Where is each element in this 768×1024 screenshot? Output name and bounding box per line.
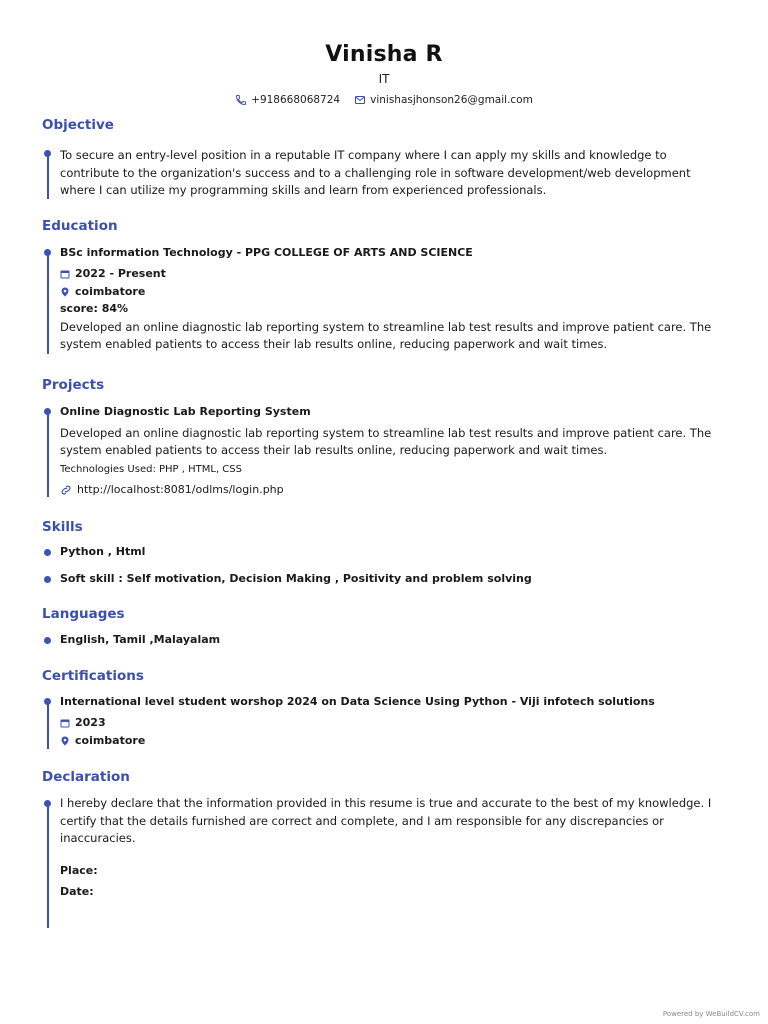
- skill-item: [42, 570, 728, 588]
- education-section: [42, 218, 728, 351]
- certification-location: coimbatore: [75, 733, 146, 747]
- language-text: English, Tamil ,Malayalam: [60, 633, 221, 646]
- section-title: Skills: [42, 519, 83, 535]
- timeline-line: [47, 701, 49, 749]
- education-description: Developed an online diagnostic lab reporting system to streamline lab test results and improve patient care. The system enabled patients to access their lab results online, reducing paperwork and wait times.: [60, 319, 712, 351]
- declaration-date: Date:: [60, 884, 94, 898]
- certification-name: International level student worshop 2024 on Data Science Using Python - Viji infotech solutions: [60, 695, 655, 708]
- project-entry: [42, 403, 728, 499]
- objective-entry: [42, 147, 728, 200]
- email-contact[interactable]: [354, 94, 533, 106]
- calendar-icon: [60, 269, 70, 279]
- section-title: Education: [42, 218, 118, 234]
- project-link[interactable]: http://localhost:8081/odlms/login.php: [77, 482, 284, 496]
- certifications-section: [42, 668, 728, 747]
- project-link-row[interactable]: [60, 481, 728, 499]
- section-title: Projects: [42, 377, 105, 393]
- phone-text: +918668068724: [251, 94, 341, 106]
- declaration-place: Place:: [60, 863, 98, 877]
- contact-row: [0, 94, 768, 106]
- project-name: Online Diagnostic Lab Reporting System: [60, 405, 311, 418]
- declaration-text: I hereby declare that the information provided in this resume is true and accurate to the best of my knowledge. I certify that the details furnished are correct and complete, and I am responsible for any discrepancies or inaccuracies.: [60, 796, 712, 845]
- timeline-line: [47, 252, 49, 354]
- skills-section: [42, 519, 728, 585]
- timeline-line: [47, 803, 49, 928]
- skill-text: Soft skill : Self motivation, Decision Making , Positivity and problem solving: [60, 572, 532, 585]
- timeline-dot: [44, 637, 51, 644]
- section-title: Objective: [42, 117, 114, 133]
- certification-year: 2023: [75, 715, 106, 729]
- section-title: Declaration: [42, 769, 130, 785]
- education-period: 2022 - Present: [75, 266, 166, 280]
- skill-text: Python , Html: [60, 545, 146, 558]
- education-score: score: 84%: [60, 301, 129, 315]
- certification-entry: [42, 693, 728, 750]
- education-degree: BSc information Technology - PPG COLLEGE OF ARTS AND SCIENCE: [60, 246, 473, 259]
- timeline-dot: [44, 549, 51, 556]
- skill-item: [42, 543, 728, 561]
- language-item: [42, 631, 728, 649]
- powered-by-footer: Powered by WeBuildCV.com: [662, 1010, 760, 1018]
- objective-section: [42, 117, 728, 197]
- mail-icon: [354, 94, 366, 106]
- declaration-section: [42, 769, 728, 898]
- projects-section: [42, 377, 728, 496]
- project-description: Developed an online diagnostic lab reporting system to streamline lab test results and improve patient care. The system enabled patients to access their lab results online, reducing paperwork and wait times.: [60, 425, 712, 457]
- section-title: Languages: [42, 606, 125, 622]
- resume-header: [0, 42, 768, 106]
- phone-contact[interactable]: [235, 94, 340, 106]
- location-pin-icon: [60, 736, 70, 746]
- education-location: coimbatore: [75, 284, 146, 298]
- timeline-line: [47, 411, 49, 497]
- calendar-icon: [60, 718, 70, 728]
- location-pin-icon: [60, 287, 70, 297]
- certification-location-row: [60, 732, 728, 750]
- languages-section: [42, 606, 728, 646]
- email-text: vinishasjhonson26@gmail.com: [370, 94, 533, 106]
- certification-year-row: [60, 714, 728, 732]
- candidate-role: IT: [378, 72, 390, 86]
- phone-icon: [235, 94, 247, 106]
- timeline-line: [47, 153, 49, 199]
- timeline-dot: [44, 576, 51, 583]
- candidate-name: Vinisha R: [325, 42, 443, 67]
- declaration-entry: [42, 795, 728, 902]
- education-period-row: [60, 265, 728, 283]
- link-icon: [60, 484, 72, 496]
- objective-text: To secure an entry-level position in a reputable IT company where I can apply my skills and knowledge to contribute to the organization's success and to a challenging role in software development/web development where I can utilize my programming skills and learn from experienced professionals.: [60, 148, 691, 197]
- education-entry: [42, 244, 728, 354]
- section-title: Certifications: [42, 668, 144, 684]
- education-location-row: [60, 283, 728, 301]
- project-technologies: Technologies Used: PHP , HTML, CSS: [60, 463, 242, 475]
